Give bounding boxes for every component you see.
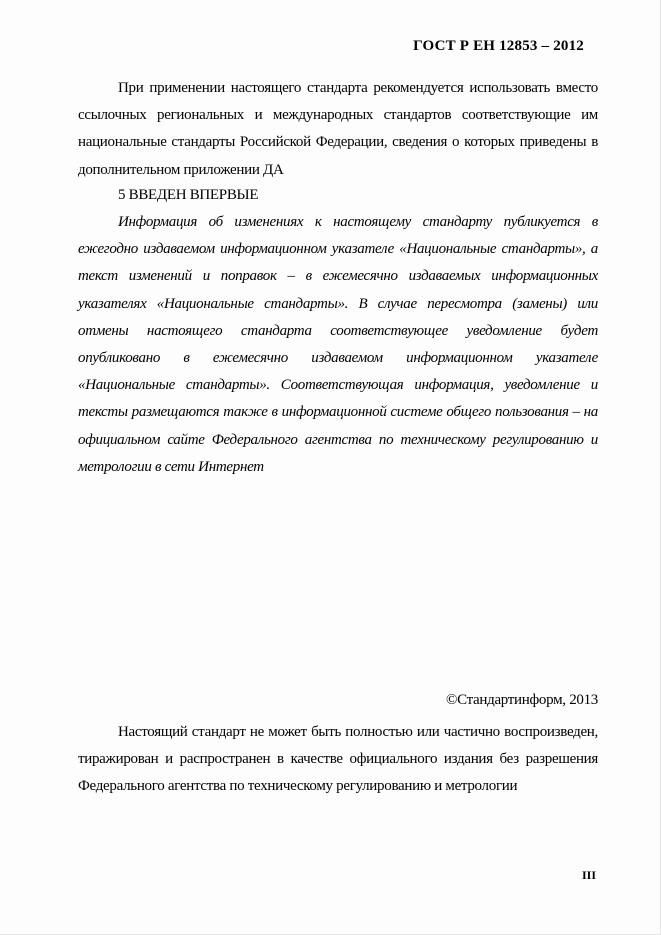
copyright-line: ©Стандартинформ, 2013 <box>445 692 598 708</box>
changes-info-paragraph: Информация об изменениях к настоящему стандарту публикуется в ежегодно издаваемом информационном указателе «Национальные стандарты», а текст изменений и поправок – в ежемесячно издаваемых информационных указателях «Национальные стандарты». В случае пересмотра (замены) или отмены настоящего стандарта соответствующее уведомление будет опубликовано в ежемесячно издаваемом информационном указателе «Национальные стандарты». Соответствующая информация, уведомление и тексты размещаются также в информационной системе общего пользования – на официальном сайте Федерального агентства по техническому регулированию и метрологии в сети Интернет <box>78 214 598 475</box>
intro-paragraph: При применении настоящего стандарта рекомендуется использовать вместо ссылочных региональных и международных стандартов соответствующие им национальные стандарты Российской Федерации, сведения о которых приведены в дополнительном приложении ДА <box>78 80 598 178</box>
intro-paragraph-block <box>78 75 598 184</box>
section-5-heading: 5 ВВЕДЕН ВПЕРВЫЕ <box>118 187 259 203</box>
page-number: III <box>581 868 596 882</box>
reproduction-notice-paragraph: Настоящий стандарт не может быть полностью или частично воспроизведен, тиражирован и распространен в качестве официального издания без разрешения Федерального агентства по техническому регулированию и метрологии <box>78 724 598 795</box>
document-header-id: ГОСТ Р ЕН 12853 – 2012 <box>413 38 584 54</box>
